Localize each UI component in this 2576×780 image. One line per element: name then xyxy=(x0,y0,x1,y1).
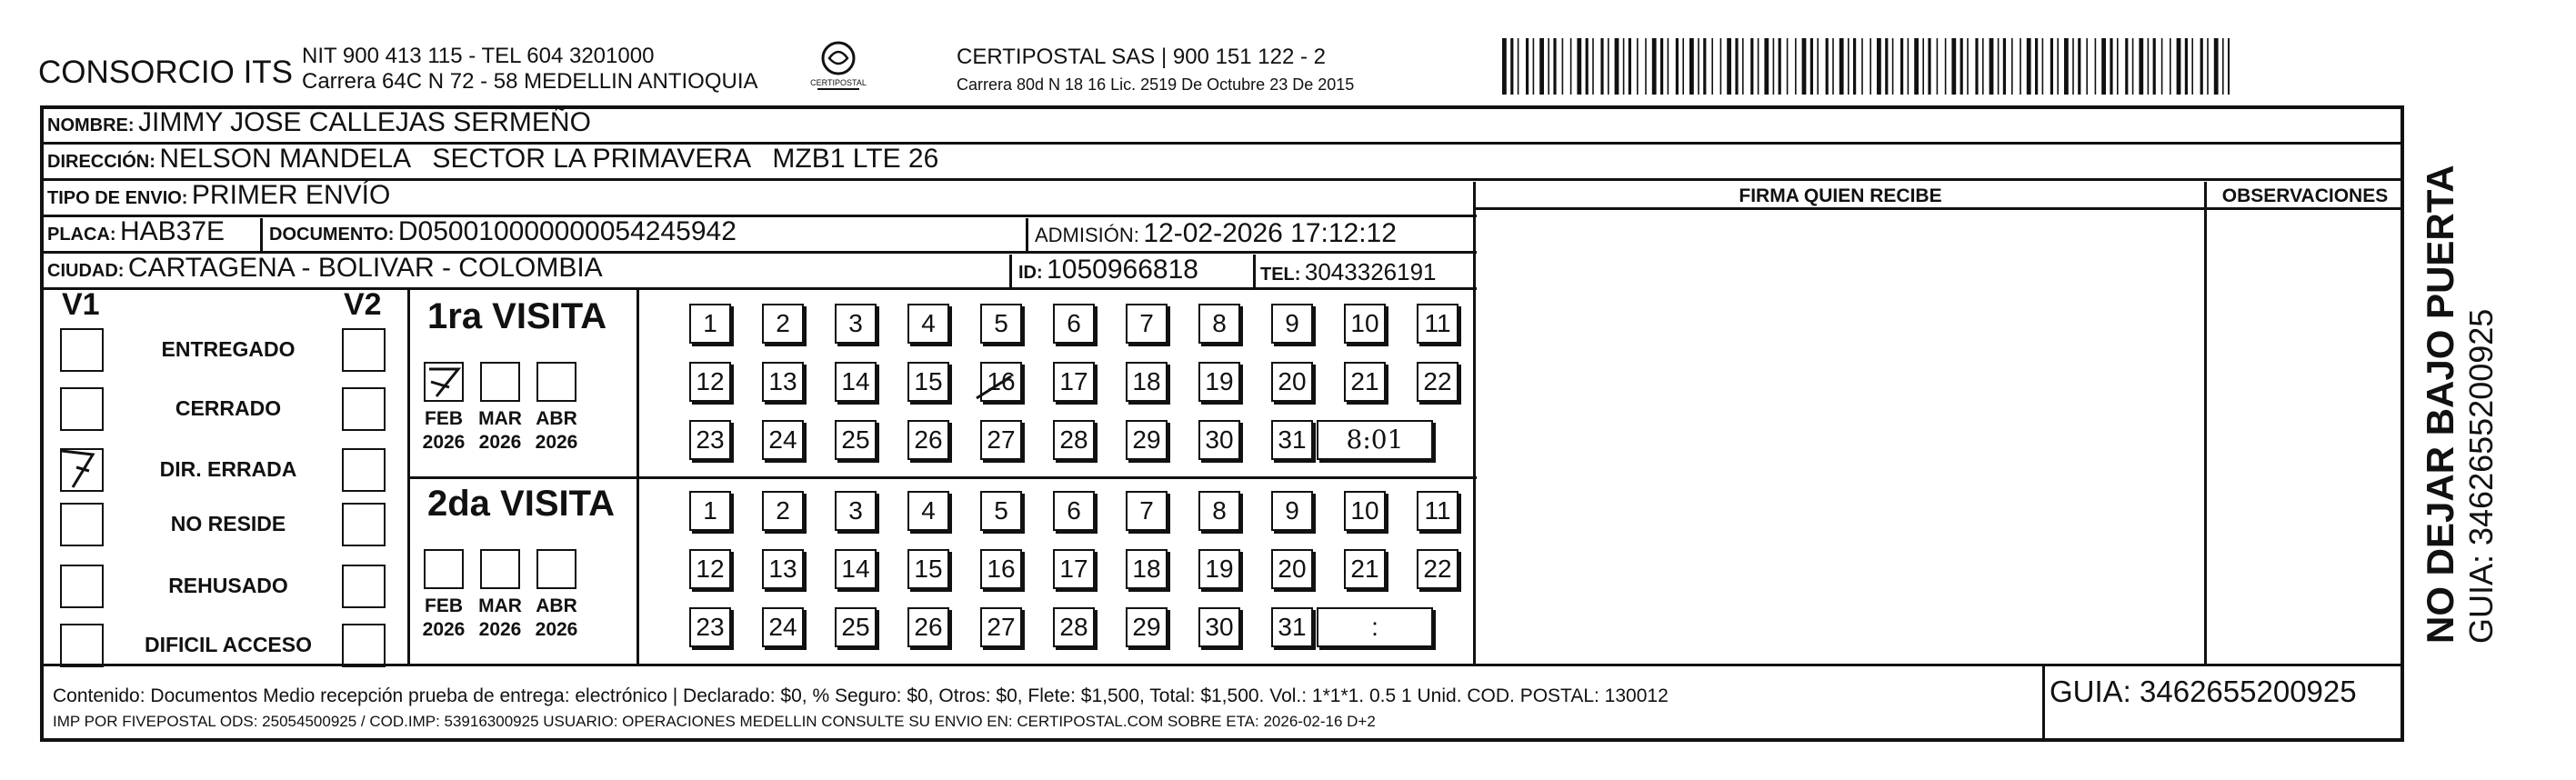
barcode-bar xyxy=(1570,38,1572,95)
visit-title: 1ra VISITA xyxy=(427,296,607,336)
barcode-bar xyxy=(1676,38,1679,95)
feb-1ra-check-icon xyxy=(422,360,476,405)
month-checkbox[interactable] xyxy=(480,549,520,589)
day-box[interactable]: 18 xyxy=(1126,362,1168,402)
day-box[interactable]: 19 xyxy=(1198,362,1240,402)
barcode-bar xyxy=(1533,38,1535,95)
day-box[interactable]: 10 xyxy=(1344,304,1386,344)
barcode-bar xyxy=(1787,38,1789,95)
barcode-bar xyxy=(1982,38,1984,95)
barcode-bar xyxy=(2110,38,2112,95)
month-checkbox[interactable] xyxy=(536,362,576,402)
company-address: Carrera 64C N 72 - 58 MEDELLIN ANTIOQUIA xyxy=(302,69,758,94)
placa-label: PLACA: xyxy=(47,225,116,245)
barcode-bar xyxy=(1810,38,1813,95)
documento-field xyxy=(269,216,737,247)
day-box[interactable]: 12 xyxy=(689,362,731,402)
tipo-envio-row xyxy=(47,180,390,211)
barcode-bar xyxy=(1779,38,1781,95)
status-v1-checkbox[interactable] xyxy=(60,565,104,608)
day-box[interactable]: 23 xyxy=(689,607,731,647)
certipostal-logo-icon xyxy=(810,38,867,96)
barcode-bar xyxy=(1900,38,1903,95)
barcode-bar xyxy=(1826,38,1829,95)
nombre-label: NOMBRE: xyxy=(47,115,135,135)
day-16-strike-icon xyxy=(971,371,1017,407)
barcode-bar xyxy=(1758,38,1759,95)
day-box[interactable]: 2 xyxy=(762,304,804,344)
observaciones-header: OBSERVACIONES xyxy=(2221,185,2389,206)
month-name: FEB xyxy=(425,408,463,429)
side-notice: NO DEJAR BAJO PUERTA xyxy=(2419,165,2461,644)
day-box[interactable]: 7 xyxy=(1126,304,1168,344)
day-box[interactable]: 17 xyxy=(1053,549,1095,589)
barcode-bar xyxy=(1839,38,1844,95)
day-box[interactable]: 21 xyxy=(1344,362,1386,402)
month-name: FEB xyxy=(425,595,463,616)
barcode-bar xyxy=(2185,38,2188,95)
barcode-bar xyxy=(1795,38,1797,95)
barcode-bar xyxy=(1600,38,1603,95)
barcode-bar xyxy=(1773,38,1775,95)
admision-field xyxy=(1035,218,1397,249)
direccion-value: NELSON MANDELA SECTOR LA PRIMAVERA MZB1 LTE 26 xyxy=(159,144,939,174)
month-label xyxy=(416,595,471,642)
barcode-bar xyxy=(1967,38,1969,95)
day-box[interactable]: 29 xyxy=(1126,420,1168,460)
month-name: ABR xyxy=(536,595,577,616)
barcode-bar xyxy=(1764,38,1769,95)
barcode-bar xyxy=(1877,38,1881,95)
barcode-bar xyxy=(1637,38,1639,95)
day-box[interactable]: 25 xyxy=(835,607,877,647)
day-box[interactable]: 20 xyxy=(1271,549,1313,589)
month-name: MAR xyxy=(478,408,522,429)
barcode-bar xyxy=(1960,38,1963,95)
day-box[interactable]: 13 xyxy=(762,362,804,402)
barcode-bar xyxy=(1539,38,1544,95)
barcode-bar xyxy=(2125,38,2128,95)
day-box[interactable]: 16 xyxy=(980,549,1022,589)
month-name: ABR xyxy=(536,408,577,429)
day-box[interactable]: 7 xyxy=(1126,491,1168,531)
barcode-bar xyxy=(1518,38,1519,95)
direccion-label: DIRECCIÓN: xyxy=(47,152,155,172)
barcode-bar xyxy=(1861,38,1863,95)
day-box[interactable]: 5 xyxy=(980,304,1022,344)
barcode-bar xyxy=(2042,38,2044,95)
day-box[interactable]: 4 xyxy=(907,491,949,531)
day-box[interactable]: 26 xyxy=(907,420,949,460)
barcode-bar xyxy=(1869,38,1871,95)
status-v2-checkbox[interactable] xyxy=(342,448,386,492)
barcode-bar xyxy=(2057,38,2059,95)
day-box[interactable]: 1 xyxy=(689,491,731,531)
day-box[interactable]: 4 xyxy=(907,304,949,344)
day-box[interactable]: 28 xyxy=(1053,420,1095,460)
side-guia: GUIA: 3462655200925 xyxy=(2462,308,2500,644)
barcode-bar xyxy=(2095,38,2097,95)
documento-label: DOCUMENTO: xyxy=(269,225,395,245)
barcode-bar xyxy=(2072,38,2074,95)
barcode-bar xyxy=(1660,38,1663,95)
tel-value: 3043326191 xyxy=(1304,258,1437,285)
ciudad-label: CIUDAD: xyxy=(47,261,125,281)
month-checkbox[interactable] xyxy=(480,362,520,402)
dir-errada-v1-check-icon xyxy=(56,445,111,493)
day-box[interactable]: 9 xyxy=(1271,304,1313,344)
month-label xyxy=(529,595,584,642)
barcode-bar xyxy=(1682,38,1684,95)
status-v1-checkbox[interactable] xyxy=(60,503,104,546)
month-label xyxy=(473,407,527,455)
barcode-bar xyxy=(2086,38,2088,95)
barcode-bar xyxy=(1711,38,1713,95)
barcode-bar xyxy=(2228,38,2230,95)
barcode-bar xyxy=(1914,38,1919,95)
day-box[interactable]: 6 xyxy=(1053,491,1095,531)
barcode-bar xyxy=(1990,38,1994,95)
ciudad-value: CARTAGENA - BOLIVAR - COLOMBIA xyxy=(127,253,603,283)
barcode-bar xyxy=(1802,38,1807,95)
barcode-bar xyxy=(1577,38,1581,95)
visit-time-box[interactable]: : xyxy=(1317,607,1433,647)
nombre-value: JIMMY JOSE CALLEJAS SERMEÑO xyxy=(138,107,591,137)
visit-title: 2da VISITA xyxy=(427,484,615,524)
company-nit-tel: NIT 900 413 115 - TEL 604 3201000 xyxy=(302,44,655,68)
month-year: 2026 xyxy=(478,619,522,640)
day-box[interactable]: 28 xyxy=(1053,607,1095,647)
day-box[interactable]: 5 xyxy=(980,491,1022,531)
footer-guia: GUIA: 3462655200925 xyxy=(2050,675,2357,708)
month-checkbox[interactable] xyxy=(424,549,464,589)
barcode-bar xyxy=(1853,38,1856,95)
day-box[interactable]: 3 xyxy=(835,304,877,344)
barcode-bar xyxy=(2207,38,2209,95)
barcode-bar xyxy=(2191,38,2193,95)
id-field xyxy=(1018,255,1198,285)
day-box[interactable]: 2 xyxy=(762,491,804,531)
placa-value: HAB37E xyxy=(120,216,226,246)
day-box[interactable]: 11 xyxy=(1417,304,1458,344)
barcode-bar xyxy=(2200,38,2203,95)
barcode-bar xyxy=(1652,38,1657,95)
day-box[interactable]: 22 xyxy=(1417,549,1458,589)
certipostal-name: CERTIPOSTAL SAS | 900 151 122 - 2 xyxy=(957,45,1326,69)
barcode-bar xyxy=(1629,38,1631,95)
day-box[interactable]: 13 xyxy=(762,549,804,589)
status-label: REHUSADO xyxy=(168,574,288,597)
status-label: CERRADO xyxy=(175,396,282,420)
barcode-bar xyxy=(2050,38,2053,95)
barcode-bar xyxy=(1553,38,1556,95)
status-label: ENTREGADO xyxy=(161,337,296,361)
barcode-bar xyxy=(2222,38,2224,95)
barcode-bar xyxy=(1922,38,1924,95)
barcode-bar xyxy=(1645,38,1647,95)
day-box[interactable]: 31 xyxy=(1271,420,1313,460)
status-v2-checkbox[interactable] xyxy=(342,624,386,667)
barcode-bar xyxy=(2148,38,2150,95)
company-info xyxy=(302,44,758,95)
month-label xyxy=(529,407,584,455)
day-box[interactable]: 8 xyxy=(1198,491,1240,531)
barcode-bar xyxy=(2153,38,2156,95)
barcode-bar xyxy=(2214,38,2219,95)
logo-caption: CERTIPOSTAL xyxy=(810,78,867,87)
company-name: CONSORCIO ITS xyxy=(38,55,294,90)
day-box[interactable]: 1 xyxy=(689,304,731,344)
firma-header: FIRMA QUIEN RECIBE xyxy=(1739,185,1942,206)
barcode-bar xyxy=(1689,38,1694,95)
day-box[interactable]: 15 xyxy=(907,549,949,589)
month-checkbox[interactable] xyxy=(536,549,576,589)
barcode-bar xyxy=(2161,38,2163,95)
day-box[interactable]: 17 xyxy=(1053,362,1095,402)
admision-label: ADMISIÓN: xyxy=(1035,224,1139,246)
day-box[interactable]: 30 xyxy=(1198,420,1240,460)
ciudad-field xyxy=(47,253,603,284)
barcode-bar xyxy=(2035,38,2038,95)
tel-label: TEL: xyxy=(1260,265,1301,285)
barcode-bar xyxy=(2139,38,2143,95)
tel-field xyxy=(1260,258,1437,286)
day-box[interactable]: 14 xyxy=(835,549,877,589)
barcode-bar xyxy=(1548,38,1549,95)
admision-value: 12-02-2026 17:12:12 xyxy=(1143,218,1397,248)
v1-label: V1 xyxy=(62,287,100,322)
side-vertical xyxy=(2419,165,2501,644)
barcode-bar xyxy=(1742,38,1744,95)
day-box[interactable]: 11 xyxy=(1417,491,1458,531)
barcode xyxy=(1502,38,2230,95)
day-box[interactable]: 14 xyxy=(835,362,877,402)
barcode-bar xyxy=(1526,38,1529,95)
barcode-bar xyxy=(2078,38,2080,95)
footer-contenido: Contenido: Documentos Medio recepción prueba de entrega: electrónico | Declarado: $0, % Seguro: $0, Otros: $0, Flete: $1,500, Total: $1,500. Vol.: 1*1*1. 0.5 1 Unid. COD. POSTAL: 130012 xyxy=(53,685,1669,706)
day-box[interactable]: 15 xyxy=(907,362,949,402)
day-box[interactable]: 26 xyxy=(907,607,949,647)
documento-value: D050010000000054245942 xyxy=(397,216,737,246)
month-year: 2026 xyxy=(422,619,466,640)
barcode-bar xyxy=(1720,38,1722,95)
barcode-bar xyxy=(1832,38,1834,95)
footer-impresion: IMP POR FIVEPOSTAL ODS: 25054500925 / COD.IMP: 53916300925 USUARIO: OPERACIONES MEDELLIN CONSULTE SU ENVIO EN: CERTIPOSTAL.COM SOBRE ETA: 2026-02-16 D+2 xyxy=(53,713,1376,730)
status-v2-checkbox[interactable] xyxy=(342,328,386,372)
barcode-bar xyxy=(1945,38,1947,95)
status-v2-checkbox[interactable] xyxy=(342,387,386,431)
status-v1-checkbox[interactable] xyxy=(60,624,104,667)
status-v1-checkbox[interactable] xyxy=(60,387,104,431)
month-label xyxy=(416,407,471,455)
day-box[interactable]: 10 xyxy=(1344,491,1386,531)
day-box[interactable]: 3 xyxy=(835,491,877,531)
day-box[interactable]: 24 xyxy=(762,607,804,647)
barcode-bar xyxy=(1623,38,1625,95)
day-box[interactable]: 27 xyxy=(980,607,1022,647)
status-v1-checkbox[interactable] xyxy=(60,328,104,372)
barcode-bar xyxy=(1698,38,1699,95)
day-box[interactable]: 16 xyxy=(980,362,1022,402)
day-box[interactable]: 20 xyxy=(1271,362,1313,402)
month-year: 2026 xyxy=(535,432,578,453)
barcode-bar xyxy=(1998,38,2000,95)
day-box[interactable]: 6 xyxy=(1053,304,1095,344)
v2-label: V2 xyxy=(344,287,382,322)
barcode-bar xyxy=(1615,38,1619,95)
day-box[interactable]: 8 xyxy=(1198,304,1240,344)
status-label: DIFICIL ACCESO xyxy=(144,633,312,656)
tipo-envio-label: TIPO DE ENVIO: xyxy=(47,188,188,208)
month-year: 2026 xyxy=(422,432,466,453)
barcode-bar xyxy=(1502,38,1507,95)
certipostal-license: Carrera 80d N 18 16 Lic. 2519 De Octubre 23 De 2015 xyxy=(957,75,1355,94)
barcode-bar xyxy=(1750,38,1753,95)
barcode-bar xyxy=(1975,38,1978,95)
barcode-bar xyxy=(1608,38,1609,95)
day-box[interactable]: 23 xyxy=(689,420,731,460)
placa-field xyxy=(47,216,225,247)
day-box[interactable]: 18 xyxy=(1126,549,1168,589)
status-v2-checkbox[interactable] xyxy=(342,503,386,546)
barcode-bar xyxy=(2117,38,2119,95)
status-v2-checkbox[interactable] xyxy=(342,565,386,608)
barcode-bar xyxy=(2011,38,2013,95)
barcode-bar xyxy=(2170,38,2171,95)
id-label: ID: xyxy=(1018,263,1043,283)
day-box[interactable]: 21 xyxy=(1344,549,1386,589)
barcode-bar xyxy=(1735,38,1738,95)
month-year: 2026 xyxy=(478,432,522,453)
barcode-bar xyxy=(1908,38,1909,95)
certipostal-info xyxy=(957,44,1354,98)
day-box[interactable]: 24 xyxy=(762,420,804,460)
barcode-bar xyxy=(2027,38,2031,95)
nombre-row xyxy=(47,107,591,138)
tipo-envio-value: PRIMER ENVÍO xyxy=(191,180,391,210)
day-box[interactable]: 12 xyxy=(689,549,731,589)
day-box[interactable]: 25 xyxy=(835,420,877,460)
month-year: 2026 xyxy=(535,619,578,640)
status-label: NO RESIDE xyxy=(170,512,286,535)
barcode-bar xyxy=(1586,38,1589,95)
day-box[interactable]: 27 xyxy=(980,420,1022,460)
barcode-bar xyxy=(2064,38,2069,95)
barcode-bar xyxy=(1892,38,1894,95)
barcode-bar xyxy=(1668,38,1669,95)
visit-time-box[interactable]: 8:01 xyxy=(1317,420,1433,460)
barcode-bar xyxy=(1562,38,1564,95)
barcode-bar xyxy=(1592,38,1594,95)
day-box[interactable]: 22 xyxy=(1417,362,1458,402)
barcode-bar xyxy=(1848,38,1849,95)
id-value: 1050966818 xyxy=(1047,255,1198,285)
status-label: DIR. ERRADA xyxy=(159,457,297,481)
day-box[interactable]: 9 xyxy=(1271,491,1313,531)
barcode-bar xyxy=(2003,38,2006,95)
day-box[interactable]: 31 xyxy=(1271,607,1313,647)
barcode-bar xyxy=(1727,38,1731,95)
barcode-bar xyxy=(1703,38,1706,95)
barcode-bar xyxy=(1951,38,1956,95)
barcode-bar xyxy=(1885,38,1888,95)
day-box[interactable]: 30 xyxy=(1198,607,1240,647)
direccion-row xyxy=(47,144,938,175)
barcode-bar xyxy=(2177,38,2181,95)
barcode-bar xyxy=(1928,38,1930,95)
month-label xyxy=(473,595,527,642)
barcode-bar xyxy=(1817,38,1819,95)
barcode-bar xyxy=(2020,38,2021,95)
barcode-bar xyxy=(1510,38,1513,95)
day-box[interactable]: 19 xyxy=(1198,549,1240,589)
barcode-bar xyxy=(1937,38,1939,95)
day-box[interactable]: 29 xyxy=(1126,607,1168,647)
month-name: MAR xyxy=(478,595,522,616)
barcode-bar xyxy=(2101,38,2106,95)
barcode-bar xyxy=(2132,38,2134,95)
